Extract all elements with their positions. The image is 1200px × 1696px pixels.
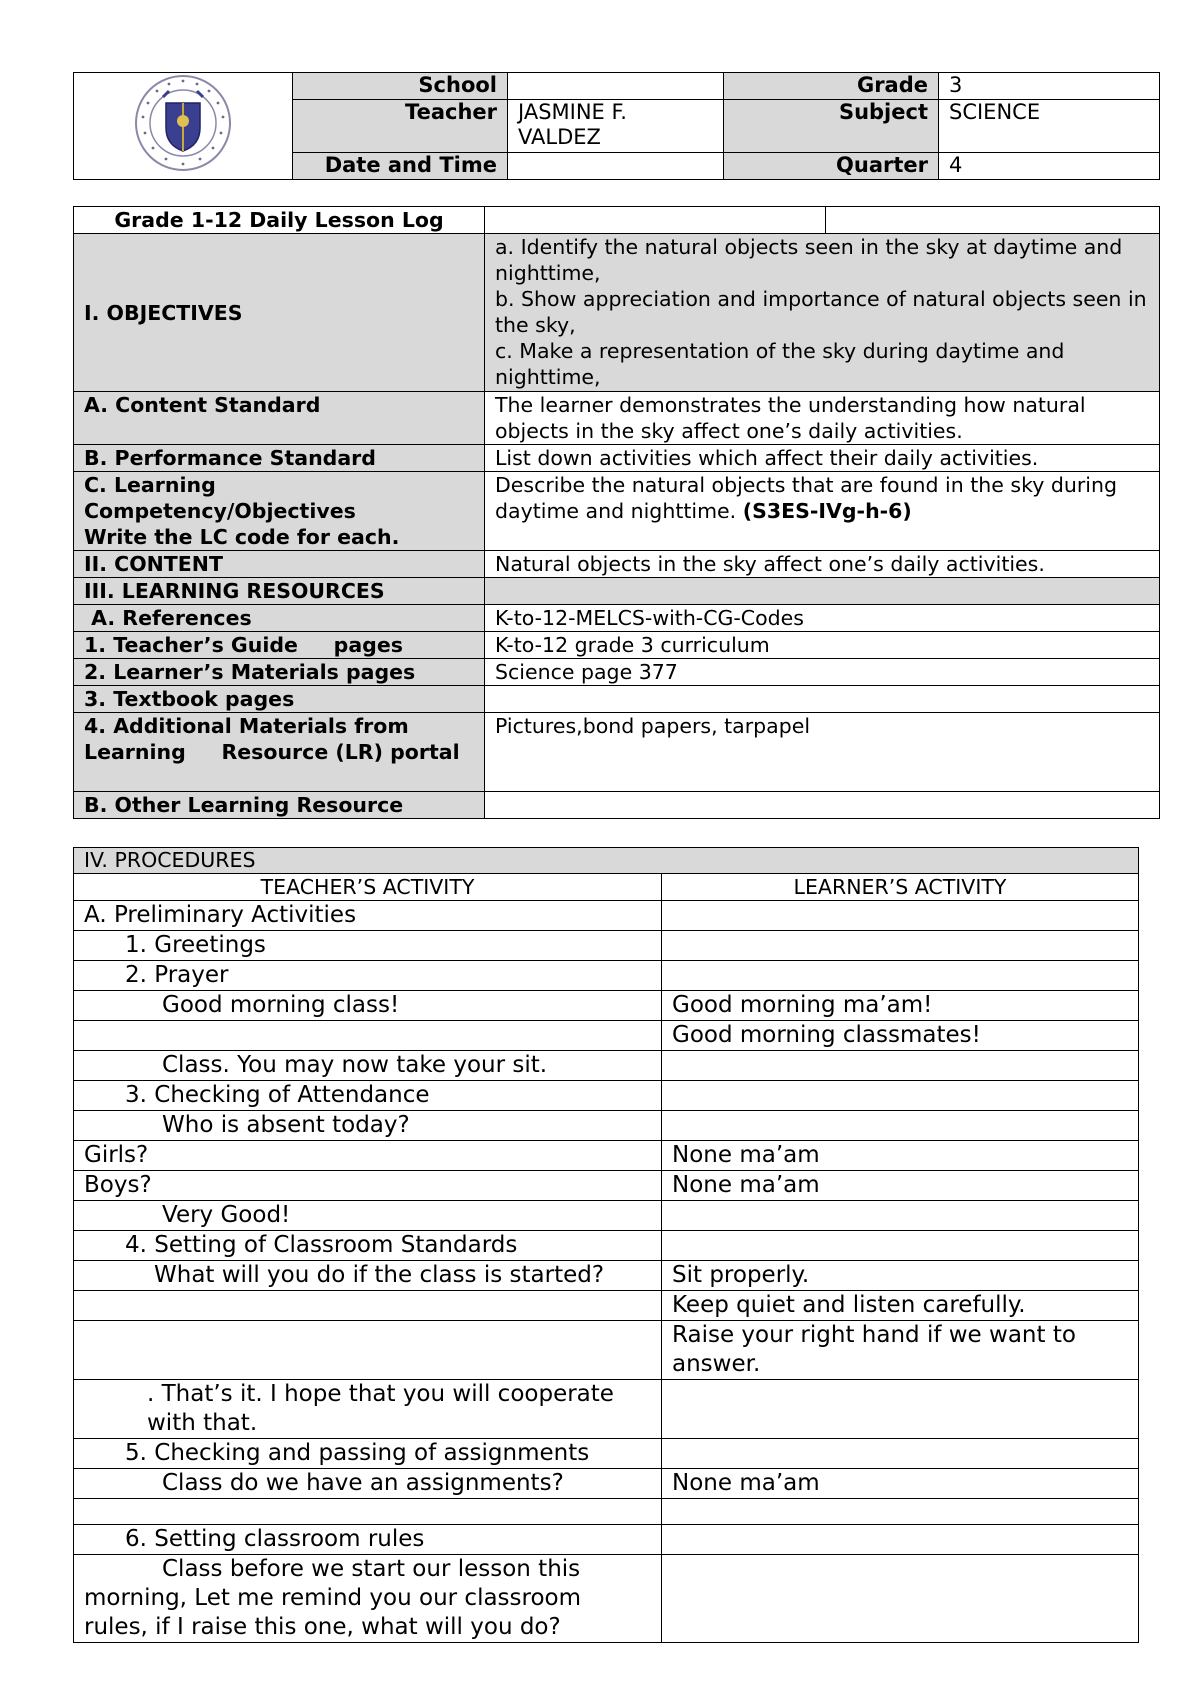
teachers-guide-label: 1. Teacher’s Guide pages xyxy=(74,632,485,659)
references-label: A. References xyxy=(74,605,485,632)
learner-activity xyxy=(662,1201,1139,1231)
teacher-label: Teacher xyxy=(293,99,508,153)
procedures-table xyxy=(73,847,1139,1643)
objectives-label: I. OBJECTIVES xyxy=(74,234,485,392)
other-resource-value xyxy=(485,792,1160,819)
deped-seal xyxy=(74,73,293,180)
date-time-label: Date and Time xyxy=(293,153,508,180)
teacher-activity: 4. Setting of Classroom Standards xyxy=(74,1231,662,1261)
dll-title-blank-1 xyxy=(485,207,826,234)
learner-activity: None ma’am xyxy=(662,1469,1139,1499)
teacher-activity xyxy=(74,1021,662,1051)
teacher-activity: 2. Prayer xyxy=(74,961,662,991)
other-resource-label: B. Other Learning Resource xyxy=(74,792,485,819)
competency-label-line-2: Write the LC code for each. xyxy=(84,525,400,549)
learner-activity xyxy=(662,1439,1139,1469)
learner-activity-header: LEARNER’S ACTIVITY xyxy=(662,874,1139,901)
competency-code: (S3ES-IVg-h-6) xyxy=(742,499,912,523)
learner-activity xyxy=(662,1111,1139,1141)
date-time-value xyxy=(508,153,724,180)
teacher-activity: Class before we start our lesson this morning, Let me remind you our classroom rules, if I raise this one, what will you do? xyxy=(74,1555,662,1643)
procedures-title: IV. PROCEDURES xyxy=(74,848,1139,874)
competency-value: Describe the natural objects that are found in the sky during daytime and nighttime. xyxy=(495,473,1117,523)
teacher-activity xyxy=(74,1321,662,1380)
quarter-value: 4 xyxy=(939,153,1160,180)
school-value xyxy=(508,73,724,100)
teacher-activity: Who is absent today? xyxy=(74,1111,662,1141)
teacher-activity: Good morning class! xyxy=(74,991,662,1021)
competency-label-line-1: C. Learning Competency/Objectives xyxy=(84,473,356,523)
header-table xyxy=(73,72,1160,180)
school-label: School xyxy=(293,73,508,100)
content-standard-label: A. Content Standard xyxy=(74,392,485,445)
additional-materials-label: 4. Additional Materials from Learning Resource (LR) portal xyxy=(74,713,485,792)
competency-label xyxy=(74,472,485,551)
teacher-activity xyxy=(74,1291,662,1321)
teacher-activity: . That’s it. I hope that you will cooperate with that. xyxy=(74,1380,662,1439)
learner-activity: Keep quiet and listen carefully. xyxy=(662,1291,1139,1321)
learner-activity xyxy=(662,1380,1139,1439)
learner-activity xyxy=(662,1525,1139,1555)
references-value: K-to-12-MELCS-with-CG-Codes xyxy=(485,605,1160,632)
teacher-activity-header: TEACHER’S ACTIVITY xyxy=(74,874,662,901)
dll-title: Grade 1-12 Daily Lesson Log xyxy=(74,207,485,234)
teacher-activity: Boys? xyxy=(74,1171,662,1201)
teacher-activity: Girls? xyxy=(74,1141,662,1171)
competency-value-cell xyxy=(485,472,1160,551)
teacher-activity: 5. Checking and passing of assignments xyxy=(74,1439,662,1469)
dll-title-blank-2 xyxy=(826,207,1160,234)
subject-label: Subject xyxy=(724,99,939,153)
learner-activity xyxy=(662,1499,1139,1525)
learner-activity xyxy=(662,961,1139,991)
learners-materials-label: 2. Learner’s Materials pages xyxy=(74,659,485,686)
teacher-value: JASMINE F. VALDEZ xyxy=(508,99,724,153)
objectives-list xyxy=(485,234,1160,392)
learner-activity xyxy=(662,901,1139,931)
learner-activity: Good morning ma’am! xyxy=(662,991,1139,1021)
teacher-activity: Very Good! xyxy=(74,1201,662,1231)
objective-c: c. Make a representation of the sky during daytime and nighttime, xyxy=(495,339,1065,389)
objective-a: a. Identify the natural objects seen in the sky at daytime and nighttime, xyxy=(495,235,1123,285)
teacher-activity: 6. Setting classroom rules xyxy=(74,1525,662,1555)
subject-value: SCIENCE xyxy=(939,99,1160,153)
learner-activity: None ma’am xyxy=(662,1141,1139,1171)
learner-activity: Good morning classmates! xyxy=(662,1021,1139,1051)
learning-resources-label: III. LEARNING RESOURCES xyxy=(74,578,485,605)
learners-materials-value: Science page 377 xyxy=(485,659,1160,686)
learner-activity xyxy=(662,1231,1139,1261)
content-label: II. CONTENT xyxy=(74,551,485,578)
performance-standard-label: B. Performance Standard xyxy=(74,445,485,472)
content-standard-value: The learner demonstrates the understanding how natural objects in the sky affect one’s daily activities. xyxy=(485,392,1160,445)
objective-b: b. Show appreciation and importance of natural objects seen in the sky, xyxy=(495,287,1147,337)
learner-activity xyxy=(662,1051,1139,1081)
teacher-activity xyxy=(74,1499,662,1525)
learning-resources-blank xyxy=(485,578,1160,605)
teacher-activity: Class. You may now take your sit. xyxy=(74,1051,662,1081)
textbook-value xyxy=(485,686,1160,713)
textbook-label: 3. Textbook pages xyxy=(74,686,485,713)
content-value: Natural objects in the sky affect one’s daily activities. xyxy=(485,551,1160,578)
learner-activity: None ma’am xyxy=(662,1171,1139,1201)
learner-activity xyxy=(662,931,1139,961)
teacher-activity: 3. Checking of Attendance xyxy=(74,1081,662,1111)
teacher-activity: 1. Greetings xyxy=(74,931,662,961)
learner-activity xyxy=(662,1081,1139,1111)
learner-activity: Raise your right hand if we want to answer. xyxy=(662,1321,1139,1380)
teacher-activity: A. Preliminary Activities xyxy=(74,901,662,931)
learner-activity: Sit properly. xyxy=(662,1261,1139,1291)
performance-standard-value: List down activities which affect their daily activities. xyxy=(485,445,1160,472)
deped-seal-icon xyxy=(133,73,233,173)
quarter-label: Quarter xyxy=(724,153,939,180)
daily-lesson-log-table xyxy=(73,206,1160,819)
learner-activity xyxy=(662,1555,1139,1643)
teacher-activity: Class do we have an assignments? xyxy=(74,1469,662,1499)
grade-value: 3 xyxy=(939,73,1160,100)
grade-label: Grade xyxy=(724,73,939,100)
teacher-activity: What will you do if the class is started? xyxy=(74,1261,662,1291)
additional-materials-value: Pictures,bond papers, tarpapel xyxy=(485,713,1160,792)
teachers-guide-value: K-to-12 grade 3 curriculum xyxy=(485,632,1160,659)
